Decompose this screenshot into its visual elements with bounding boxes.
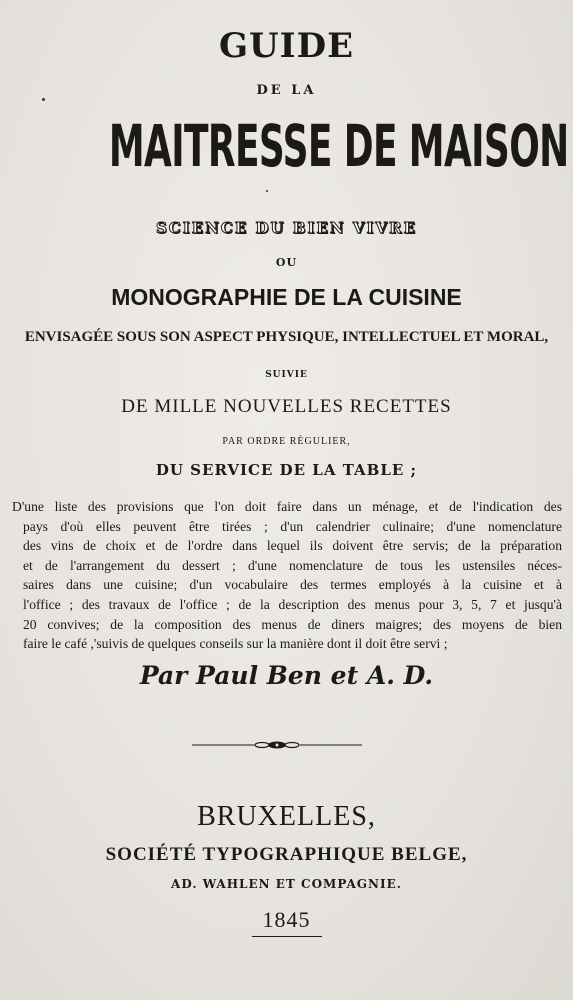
subtitle-monographie: MONOGRAPHIE DE LA CUISINE — [111, 284, 462, 310]
ornament-divider-icon — [192, 738, 362, 752]
imprint-publisher: SOCIÉTÉ TYPOGRAPHIQUE BELGE, — [105, 844, 468, 865]
description-paragraph — [12, 497, 562, 654]
subtitle-par-ordre: PAR ORDRE RÉGULIER, — [222, 436, 351, 447]
description-line: saires dans une cuisine; d'un vocabulaire des termes employés à la cuisine et à — [23, 577, 562, 593]
imprint-city: BRUXELLES, — [197, 801, 376, 832]
title-de-la: DE LA — [256, 83, 317, 98]
authors: Par Paul Ben et A. D. — [139, 661, 434, 690]
description-line: 20 convives; de la composition des menus de diners maigres; des moyens de bien — [23, 616, 562, 632]
description-line: pays d'où elles peuvent être tirées ; d'un calendrier culinaire; d'une nomenclature — [23, 518, 562, 534]
paper-speck — [266, 190, 268, 192]
imprint-year: 1845 — [262, 907, 311, 932]
subtitle-ou: OU — [275, 256, 298, 269]
subtitle-service: DU SERVICE DE LA TABLE ; — [155, 461, 418, 479]
main-title: MAITRESSE DE MAISON — [108, 112, 569, 180]
description-line: l'office ; des travaux de l'office ; de la description des menus pour 3, 5, 7 et jusqu'à — [23, 596, 562, 612]
year-underline — [252, 936, 322, 937]
imprint-publisher-sub: AD. WAHLEN ET COMPAGNIE. — [171, 877, 402, 891]
description-line: des vins de choix et de l'ordre dans lequel ils doivent être servis; de la préparation — [23, 538, 562, 554]
subtitle-science: SCIENCE DU BIEN VIVRE — [155, 219, 418, 237]
title-guide: GUIDE — [219, 26, 354, 66]
subtitle-envisagee: ENVISAGÉE SOUS SON ASPECT PHYSIQUE, INTELLECTUEL ET MORAL, — [24, 329, 549, 345]
description-line: D'une liste des provisions que l'on doit faire dans un ménage, et de l'indication des — [12, 499, 562, 514]
description-line: et de l'arrangement du dessert ; d'une nomenclature de tous les ustensiles néces- — [23, 557, 562, 573]
subtitle-mille-recettes: DE MILLE NOUVELLES RECETTES — [121, 396, 452, 417]
subtitle-suivie: SUIVIE — [265, 370, 308, 380]
description-line: faire le café ,'suivis de quelques conseils sur la manière dont il doit être servi ; — [23, 636, 448, 652]
paper-speck — [42, 98, 45, 101]
